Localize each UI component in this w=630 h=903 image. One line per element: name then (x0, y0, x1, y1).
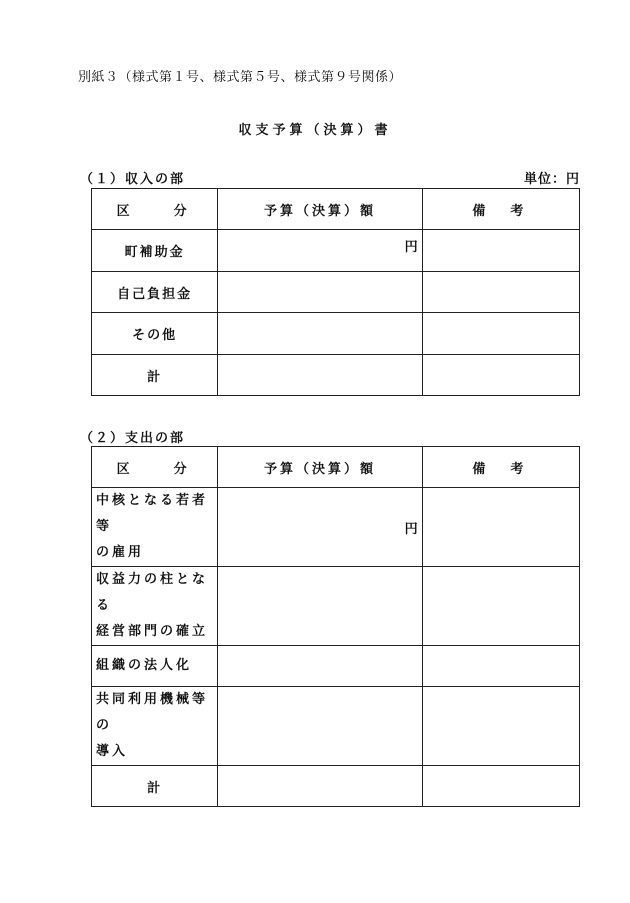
amount-cell[interactable] (218, 313, 422, 355)
column-header-amount: 予算（決算）額 (218, 189, 422, 230)
column-header-note: 備 考 (422, 189, 579, 230)
document-reference: 別紙３（様式第１号、様式第５号、様式第９号関係） (78, 70, 403, 85)
note-cell[interactable] (422, 766, 579, 807)
note-cell[interactable] (422, 272, 579, 313)
category-line: 経営部門の確立 (96, 624, 209, 639)
table-row (92, 488, 580, 567)
note-cell[interactable] (422, 687, 579, 766)
amount-cell[interactable] (218, 567, 422, 646)
expense-table (91, 446, 580, 807)
expense-section-title: （２）支出の部 (80, 431, 186, 446)
column-header-amount: 予算（決算）額 (218, 447, 422, 488)
category-line: 導入 (96, 744, 129, 759)
note-cell[interactable] (422, 313, 579, 355)
note-cell[interactable] (422, 567, 579, 646)
category-line: 中核となる若者等 (96, 493, 209, 534)
document-title: 収支予算（決算）書 (238, 123, 392, 138)
income-section-title: （１）収入の部 (80, 172, 186, 187)
table-row (92, 687, 580, 766)
income-total-row (92, 355, 580, 396)
table-row (92, 230, 580, 272)
amount-cell[interactable] (218, 646, 422, 687)
note-cell[interactable] (422, 230, 579, 272)
category-line: の雇用 (96, 545, 145, 560)
table-row (92, 646, 580, 687)
category-line: 収益力の柱となる (96, 572, 209, 613)
table-row (92, 567, 580, 646)
table-row (92, 272, 580, 313)
amount-cell[interactable] (218, 355, 422, 396)
expense-header-row (92, 447, 580, 488)
total-label: 計 (92, 355, 218, 396)
category-cell: 町補助金 (92, 230, 218, 272)
expense-total-row (92, 766, 580, 807)
note-cell[interactable] (422, 488, 579, 567)
unit-label: 単位：円 (523, 172, 580, 187)
column-header-note: 備 考 (422, 447, 579, 488)
amount-cell[interactable] (218, 766, 422, 807)
note-cell[interactable] (422, 355, 579, 396)
amount-cell[interactable] (218, 272, 422, 313)
category-cell (92, 687, 218, 766)
column-header-category: 区 分 (92, 447, 218, 488)
category-cell (92, 567, 218, 646)
income-table (91, 188, 580, 396)
table-row (92, 313, 580, 355)
amount-cell[interactable]: 円 (218, 230, 422, 272)
category-cell: 自己負担金 (92, 272, 218, 313)
amount-cell[interactable]: 円 (218, 488, 422, 567)
income-header-row (92, 189, 580, 230)
category-cell: その他 (92, 313, 218, 355)
amount-cell[interactable] (218, 687, 422, 766)
category-cell (92, 488, 218, 567)
column-header-category: 区 分 (92, 189, 218, 230)
total-label: 計 (92, 766, 218, 807)
category-line: 共同利用機械等の (96, 692, 209, 733)
note-cell[interactable] (422, 646, 579, 687)
category-cell: 組織の法人化 (92, 646, 218, 687)
